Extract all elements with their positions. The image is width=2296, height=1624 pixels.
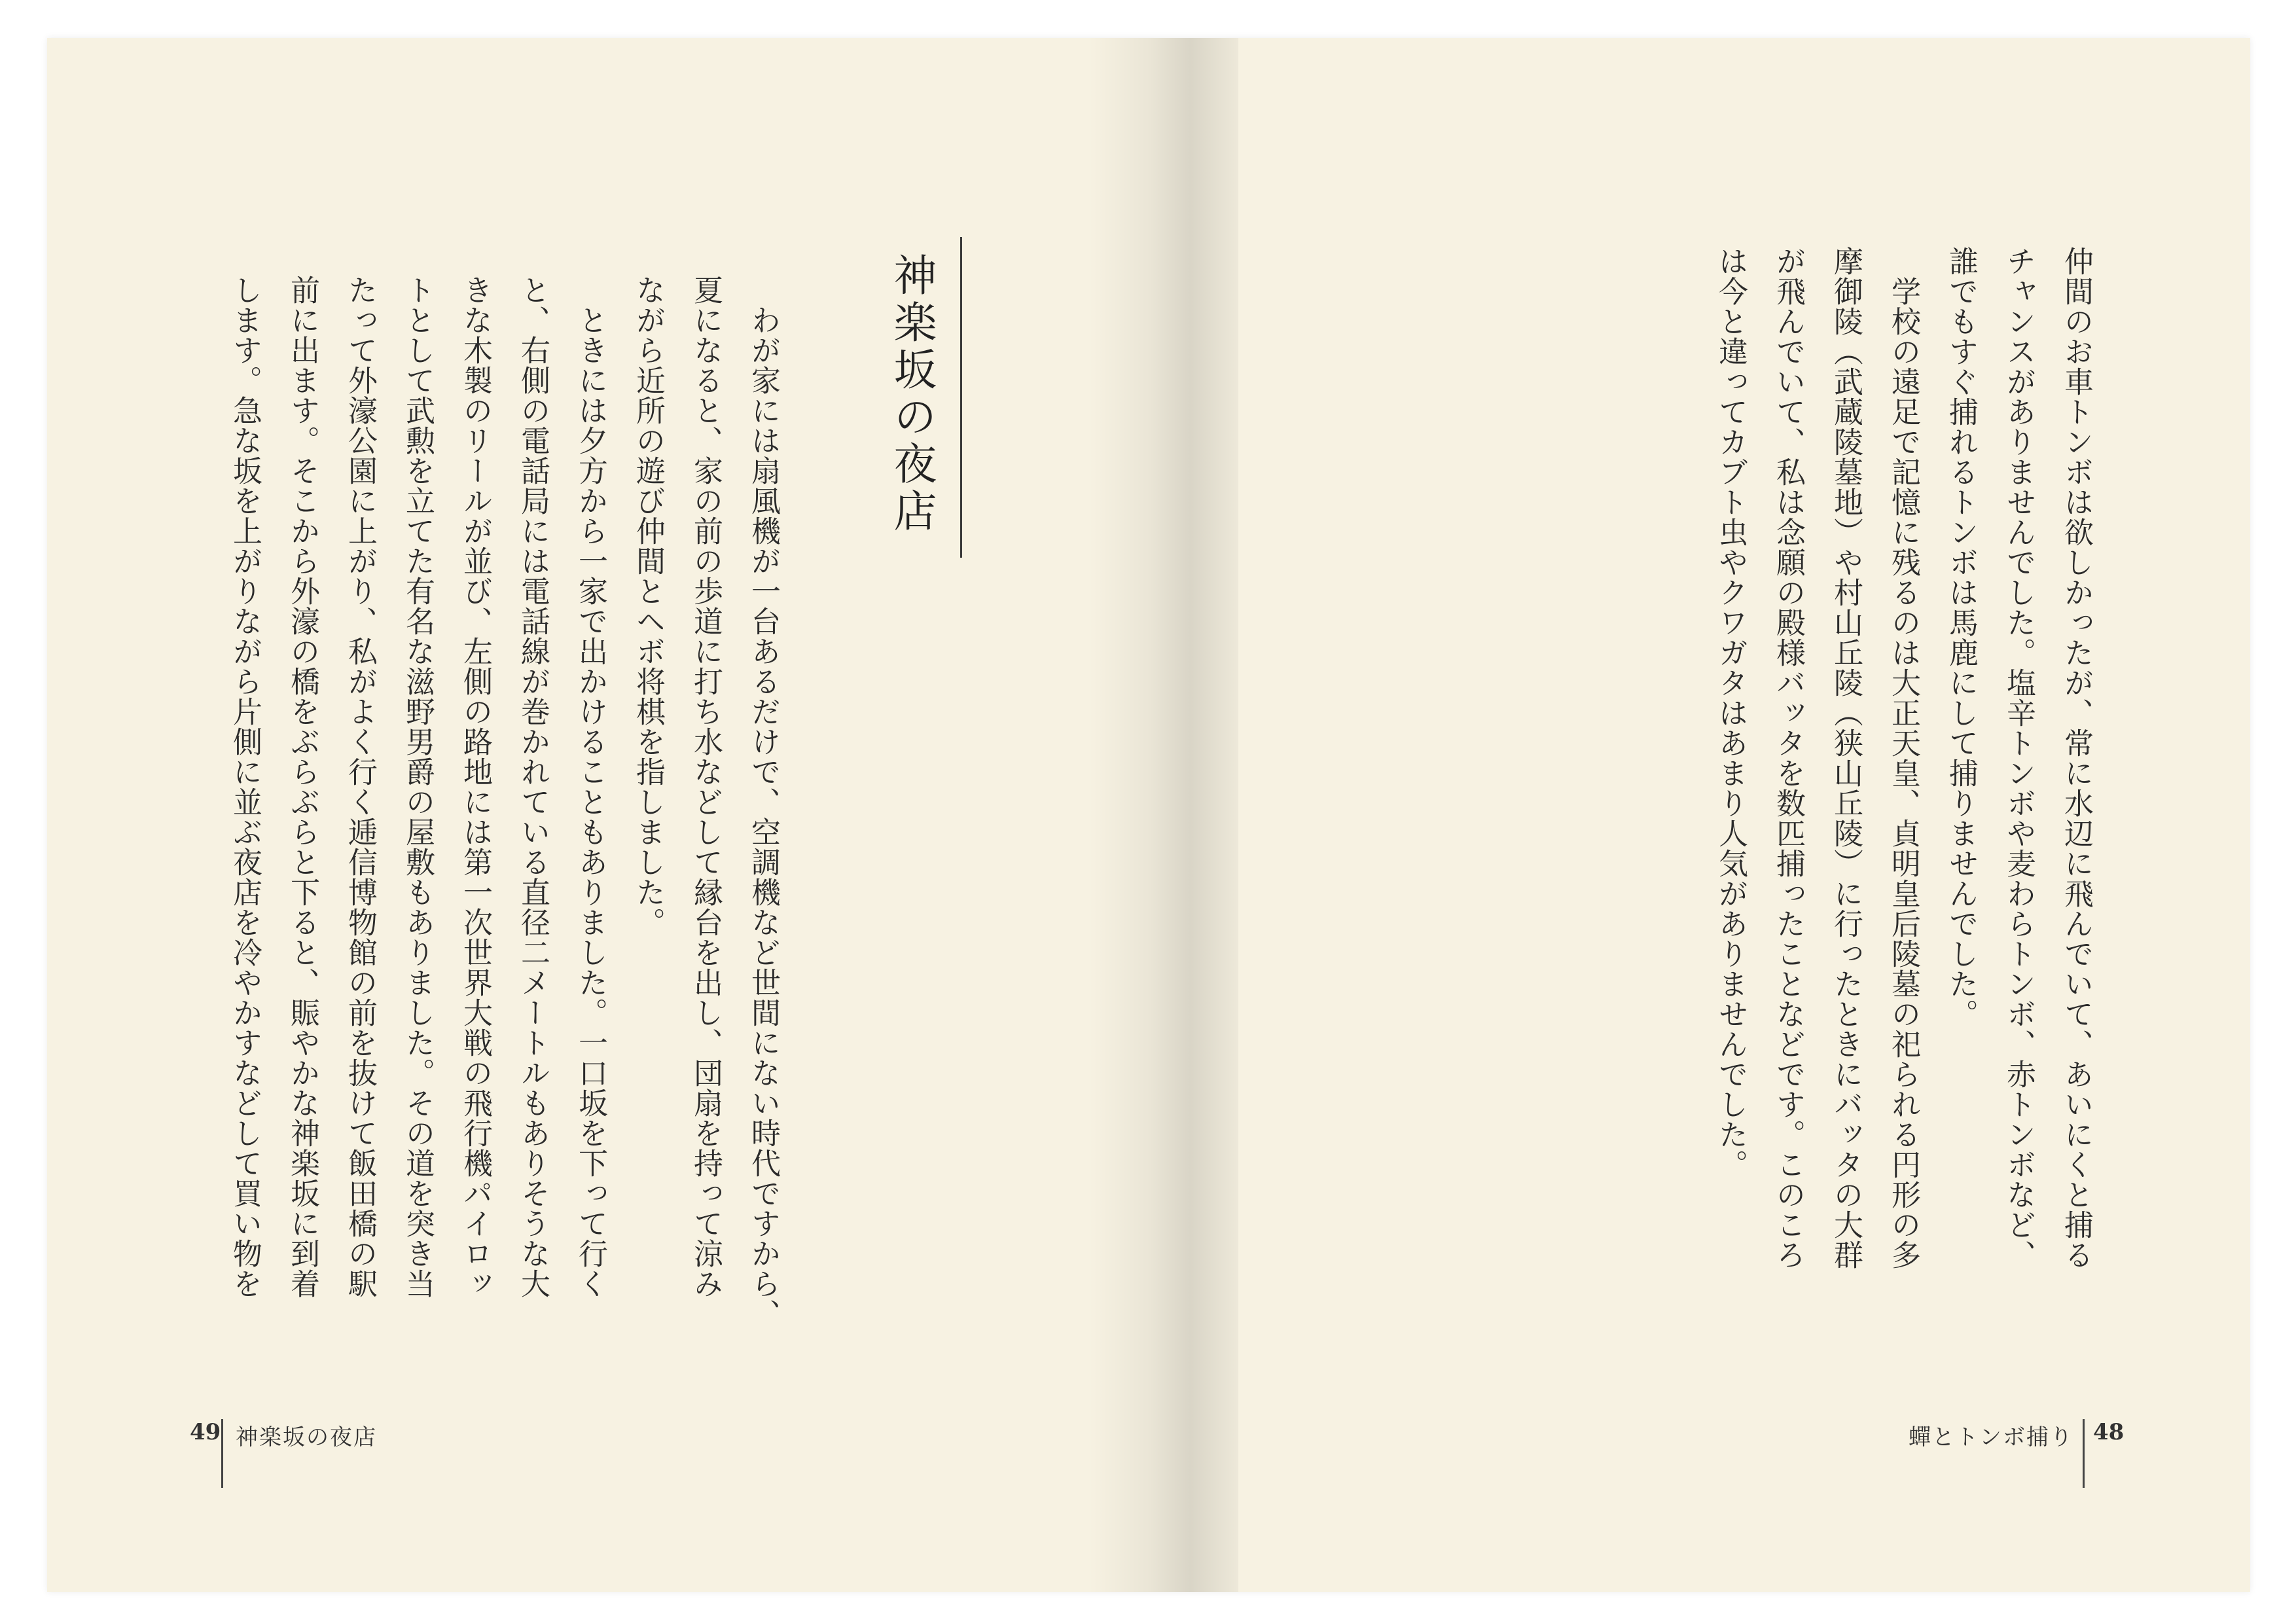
right-page-body-text — [1702, 246, 2105, 1424]
book-gutter-shadow — [1088, 38, 1238, 1592]
footer-rule-right — [2083, 1419, 2085, 1488]
left-text-line: ながら近所の遊び仲間とヘボ将棋を指しました。 — [631, 275, 666, 937]
left-text-line: 夏になると、家の前の歩道に打ち水などして縁台を出し、団扇を持って涼み — [689, 275, 723, 1299]
right-text-line: 学校の遠足で記憶に残るのは大正天皇、貞明皇后陵墓の祀られる円形の多 — [1886, 246, 1921, 1270]
right-text-line: 摩御陵（武蔵陵墓地）や村山丘陵（狭山丘陵）に行ったときにバッタの大群 — [1829, 246, 1863, 1270]
left-text-line: トとして武勲を立てた有名な滋野男爵の屋敷もありました。その道を突き当 — [401, 275, 435, 1299]
left-text-line: 前に出ます。そこから外濠の橋をぶらぶらと下ると、賑やかな神楽坂に到着 — [285, 275, 320, 1299]
left-text-line: ときには夕方から一家で出かけることもありました。一口坂を下って行く — [573, 275, 608, 1299]
left-page-body-text — [216, 275, 792, 1427]
right-text-line: が飛んでいて、私は念願の殿様バッタを数匹捕ったことなどです。このころ — [1771, 246, 1806, 1270]
footer-rule-left — [221, 1419, 223, 1488]
right-text-line: 仲間のお車トンボは欲しかったが、常に水辺に飛んでいて、あいにくと捕る — [2059, 246, 2094, 1270]
left-text-line: と、右側の電話局には電話線が巻かれている直径二メートルもありそうな大 — [516, 275, 550, 1299]
left-text-line: します。急な坂を上がりながら片側に並ぶ夜店を冷やかすなどして買い物を — [228, 275, 262, 1299]
right-text-line: は今と違ってカブト虫やクワガタはあまり人気がありませんでした。 — [1713, 246, 1748, 1180]
right-text-line: 誰でもすぐ捕れるトンボは馬鹿にして捕りませんでした。 — [1944, 246, 1979, 1029]
running-head-right: 蟬とトンボ捕り — [1909, 1424, 2073, 1451]
left-text-line: わが家には扇風機が一台あるだけで、空調機など世間にない時代ですから、 — [746, 275, 781, 1329]
left-text-line: きな木製のリールが並び、左側の路地には第一次世界大戦の飛行機パイロッ — [458, 275, 493, 1299]
running-head-left: 神楽坂の夜店 — [236, 1424, 377, 1451]
page-number-left: 49 — [190, 1419, 221, 1445]
section-title: 神楽坂の夜店 — [886, 253, 937, 535]
right-text-line: チャンスがありませんでした。塩辛トンボや麦わらトンボ、赤トンボなど、 — [2001, 246, 2036, 1270]
left-text-line: たって外濠公園に上がり、私がよく行く逓信博物館の前を抜けて飯田橋の駅 — [343, 275, 378, 1299]
title-rule — [960, 237, 962, 558]
page-number-right: 48 — [2093, 1419, 2125, 1445]
section-title-block — [851, 237, 962, 558]
